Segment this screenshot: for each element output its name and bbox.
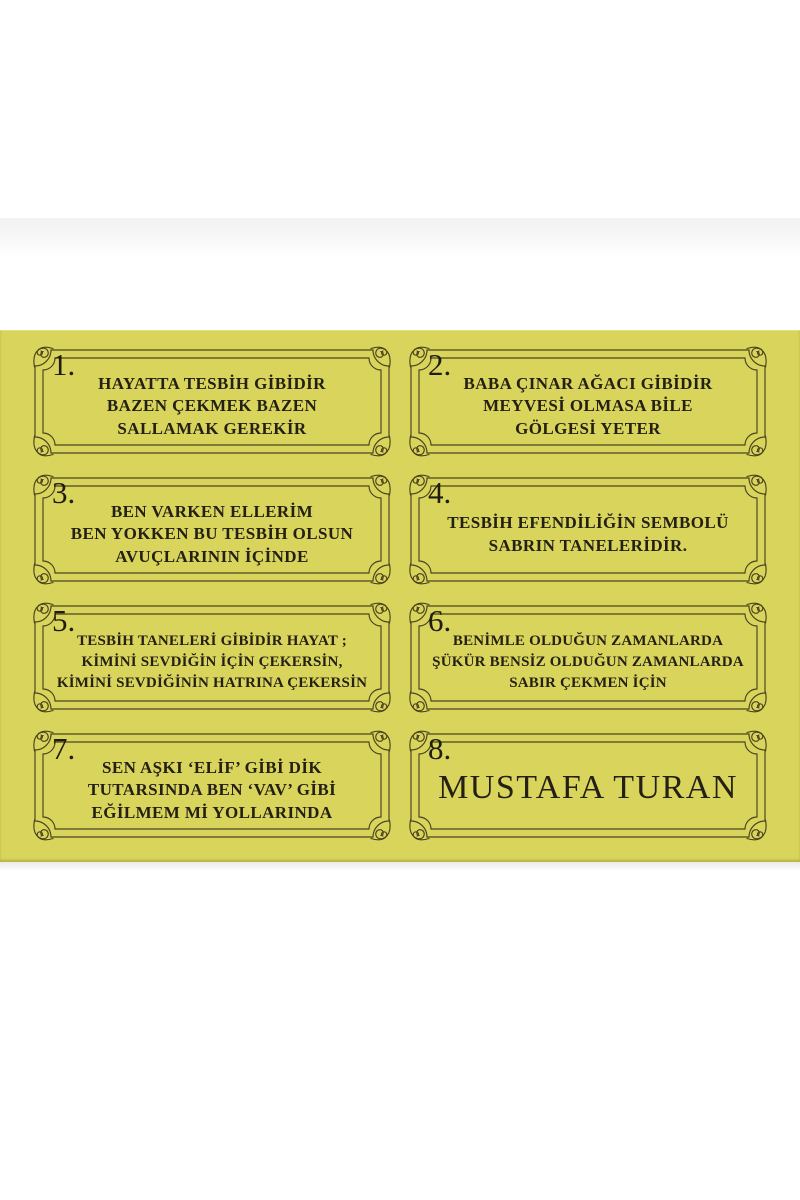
card-line: MEYVESİ OLMASA BİLE	[483, 396, 693, 416]
quote-card	[30, 345, 394, 458]
card-line: SALLAMAK GEREKİR	[117, 418, 307, 438]
card-line: BABA ÇINAR AĞACI GİBİDİR	[463, 373, 713, 393]
quote-card	[406, 729, 770, 842]
card-text	[48, 360, 376, 444]
card-line: HAYATTA TESBİH GİBİDİR	[98, 373, 326, 393]
card-text	[424, 360, 752, 444]
card-number: 5.	[52, 603, 76, 638]
card-line: GÖLGESİ YETER	[515, 418, 661, 438]
card-grid	[30, 345, 770, 842]
card-number: 1.	[52, 347, 76, 382]
card-line: KİMİNİ SEVDİĞİNİN HATRINA ÇEKERSİN	[56, 674, 368, 691]
card-number: 6.	[428, 603, 452, 638]
card-text	[48, 616, 376, 700]
card-text	[48, 488, 376, 572]
card-line: SEN AŞKI ‘ELİF’ GİBİ DİK	[102, 757, 322, 777]
card-line: TUTARSINDA BEN ‘VAV’ GİBİ	[87, 780, 337, 800]
quote-card	[30, 473, 394, 586]
card-text	[424, 616, 752, 700]
card-line: EĞİLMEM Mİ YOLLARINDA	[91, 802, 333, 822]
quote-card	[406, 473, 770, 586]
card-number: 3.	[52, 475, 76, 510]
card-text	[424, 488, 752, 572]
card-line: SABIR ÇEKMEN İÇİN	[509, 674, 667, 691]
quote-card	[30, 729, 394, 842]
card-sheet	[0, 330, 800, 862]
card-line: BENİMLE OLDUĞUN ZAMANLARDA	[452, 633, 724, 650]
card-line: TESBİH EFENDİLİĞİN SEMBOLÜ	[447, 512, 729, 532]
card-line: TESBİH TANELERİ GİBİDİR HAYAT ;	[77, 633, 347, 650]
card-text	[424, 744, 752, 828]
quote-card	[406, 601, 770, 714]
card-line: KİMİNİ SEVDİĞİN İÇİN ÇEKERSİN,	[81, 654, 343, 671]
card-line: SABRIN TANELERİDİR.	[488, 535, 688, 555]
card-line: BEN YOKKEN BU TESBİH OLSUN	[70, 524, 354, 544]
card-line: MUSTAFA TURAN	[438, 769, 738, 807]
quote-card	[406, 345, 770, 458]
card-number: 2.	[428, 347, 452, 382]
background-shadow-band	[0, 218, 800, 256]
card-number: 8.	[428, 731, 452, 766]
card-line: BEN VARKEN ELLERİM	[110, 501, 314, 521]
card-line: ŞÜKÜR BENSİZ OLDUĞUN ZAMANLARDA	[432, 654, 744, 671]
quote-card	[30, 601, 394, 714]
card-number: 4.	[428, 475, 452, 510]
card-number: 7.	[52, 731, 76, 766]
card-line: AVUÇLARININ İÇİNDE	[115, 546, 309, 566]
card-line: BAZEN ÇEKMEK BAZEN	[106, 396, 318, 416]
card-text	[48, 744, 376, 828]
